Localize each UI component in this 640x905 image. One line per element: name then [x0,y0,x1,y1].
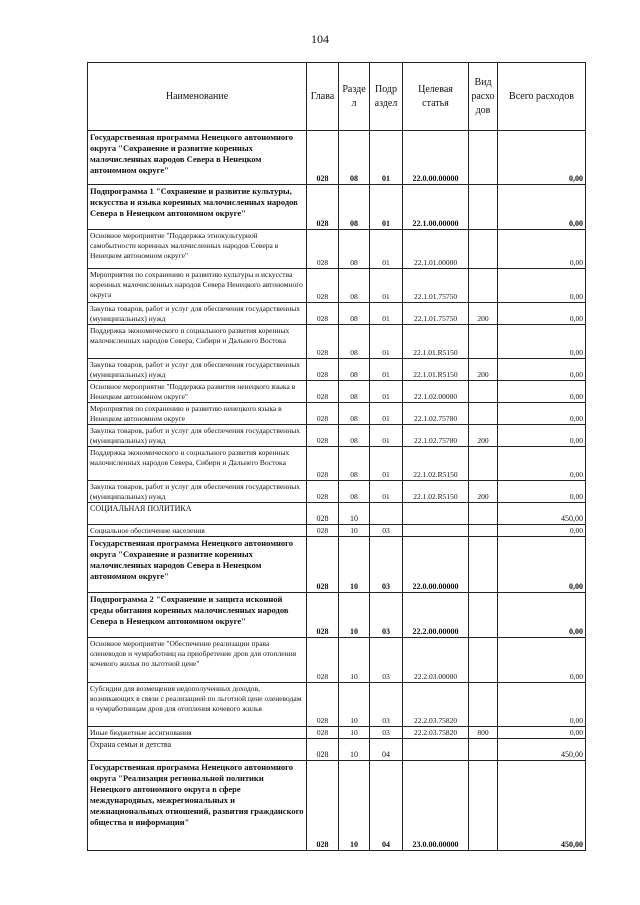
cell-target: 22.0.00.00000 [403,131,469,185]
cell-glava: 028 [307,381,339,403]
cell-vid [469,230,498,269]
cell-name: Подпрограмма 1 "Сохранение и развитие культуры, искусства и языка коренных малочисленных народов Севера в Ненецком автономном округе" [88,185,307,230]
cell-name: СОЦИАЛЬНАЯ ПОЛИТИКА [88,503,307,525]
cell-glava: 028 [307,537,339,593]
page-number: 104 [311,32,329,46]
cell-total: 0,00 [498,325,586,359]
cell-razdel: 08 [339,230,370,269]
cell-target: 22.1.02.00000 [403,381,469,403]
cell-podrazdel: 01 [370,481,403,503]
cell-target: 22.1.01.00000 [403,230,469,269]
cell-target: 22.2.03.75820 [403,727,469,739]
cell-podrazdel: 03 [370,525,403,537]
cell-podrazdel: 03 [370,537,403,593]
cell-podrazdel: 03 [370,638,403,683]
cell-vid: 200 [469,359,498,381]
cell-razdel: 10 [339,525,370,537]
cell-name: Подпрограмма 2 "Сохранение и защита исконной среды обитания коренных малочисленных народов Севера в Ненецком автономном округе" [88,593,307,638]
cell-target: 22.1.01.75750 [403,303,469,325]
table-row [88,761,586,851]
cell-podrazdel: 04 [370,761,403,851]
table-row [88,303,586,325]
cell-glava: 028 [307,739,339,761]
cell-podrazdel: 01 [370,303,403,325]
table-header-row [88,63,586,131]
cell-glava: 028 [307,425,339,447]
cell-podrazdel: 01 [370,325,403,359]
cell-vid [469,503,498,525]
cell-name: Мероприятия по сохранению и развитию культуры и искусства коренных малочисленных народов Севера Ненецкого автономного округа [88,269,307,303]
cell-vid [469,325,498,359]
cell-target: 22.1.01.R5150 [403,359,469,381]
cell-vid [469,593,498,638]
cell-razdel: 08 [339,269,370,303]
cell-vid [469,447,498,481]
cell-glava: 028 [307,447,339,481]
cell-razdel: 10 [339,593,370,638]
cell-vid [469,403,498,425]
cell-name: Социальное обеспечение населения [88,525,307,537]
cell-vid: 200 [469,303,498,325]
cell-razdel: 08 [339,447,370,481]
cell-glava: 028 [307,481,339,503]
cell-total: 0,00 [498,303,586,325]
table-row [88,525,586,537]
cell-name: Охрана семьи и детства [88,739,307,761]
cell-podrazdel: 01 [370,230,403,269]
cell-podrazdel: 03 [370,683,403,727]
cell-target: 22.2.03.00000 [403,638,469,683]
cell-total: 0,00 [498,359,586,381]
cell-target: 22.0.00.00000 [403,537,469,593]
cell-glava: 028 [307,131,339,185]
cell-total: 0,00 [498,593,586,638]
cell-podrazdel: 03 [370,727,403,739]
cell-vid [469,131,498,185]
cell-razdel: 08 [339,303,370,325]
cell-vid [469,739,498,761]
cell-glava: 028 [307,761,339,851]
table-row [88,638,586,683]
table-row [88,425,586,447]
table-row [88,381,586,403]
cell-glava: 028 [307,185,339,230]
cell-total: 0,00 [498,537,586,593]
cell-razdel: 10 [339,537,370,593]
cell-target: 22.1.01.R5150 [403,325,469,359]
cell-name: Субсидии для возмещения недополученных доходов, возникающих в связи с реализацией по льготной цене оленеводам и чумработницам дров для отопления кочевого жилья [88,683,307,727]
cell-podrazdel: 01 [370,131,403,185]
cell-name: Государственная программа Ненецкого автономного округа "Сохранение и развитие коренных малочисленных народов Севера в Ненецком автономном округе" [88,131,307,185]
cell-razdel: 10 [339,683,370,727]
header-target: Целевая статья [403,63,469,131]
cell-target: 22.2.00.00000 [403,593,469,638]
cell-vid [469,638,498,683]
cell-razdel: 08 [339,381,370,403]
cell-glava: 028 [307,727,339,739]
table-row [88,683,586,727]
cell-total: 0,00 [498,683,586,727]
cell-glava: 028 [307,325,339,359]
cell-name: Мероприятия по сохранению и развитию ненецкого языка в Ненецком автономном округе [88,403,307,425]
cell-vid: 800 [469,727,498,739]
cell-vid: 200 [469,481,498,503]
cell-name: Закупка товаров, работ и услуг для обеспечения государственных (муниципальных) нужд [88,425,307,447]
cell-name: Закупка товаров, работ и услуг для обеспечения государственных (муниципальных) нужд [88,481,307,503]
header-name: Наименование [88,63,307,131]
cell-total: 0,00 [498,638,586,683]
cell-name: Поддержка экономического и социального развития коренных малочисленных народов Севера, Сибири и Дальнего Востока [88,325,307,359]
cell-name: Основное мероприятие "Обеспечение реализации права оленеводов и чумработниц на приобретение дров для отопления кочевого жилья по льготной цене" [88,638,307,683]
cell-razdel: 08 [339,359,370,381]
cell-vid: 200 [469,425,498,447]
table-row [88,593,586,638]
cell-name: Закупка товаров, работ и услуг для обеспечения государственных (муниципальных) нужд [88,359,307,381]
cell-target [403,739,469,761]
cell-target [403,503,469,525]
cell-vid [469,381,498,403]
cell-total: 450,00 [498,503,586,525]
cell-glava: 028 [307,638,339,683]
cell-total: 0,00 [498,230,586,269]
cell-glava: 028 [307,525,339,537]
cell-target: 22.1.02.R5150 [403,481,469,503]
cell-razdel: 10 [339,638,370,683]
cell-podrazdel [370,503,403,525]
cell-podrazdel: 01 [370,185,403,230]
cell-total: 0,00 [498,481,586,503]
cell-podrazdel: 01 [370,447,403,481]
cell-glava: 028 [307,403,339,425]
header-podrazdel: Подр аздел [370,63,403,131]
table-row [88,185,586,230]
cell-glava: 028 [307,503,339,525]
table-row [88,269,586,303]
cell-name: Закупка товаров, работ и услуг для обеспечения государственных (муниципальных) нужд [88,303,307,325]
cell-razdel: 10 [339,739,370,761]
cell-vid [469,537,498,593]
header-razdel: Разде л [339,63,370,131]
cell-glava: 028 [307,359,339,381]
table-row [88,131,586,185]
header-vid: Вид расхо дов [469,63,498,131]
cell-vid [469,269,498,303]
cell-target [403,525,469,537]
cell-vid [469,761,498,851]
cell-glava: 028 [307,303,339,325]
cell-podrazdel: 01 [370,359,403,381]
cell-glava: 028 [307,683,339,727]
cell-razdel: 08 [339,403,370,425]
cell-podrazdel: 01 [370,403,403,425]
table-row [88,537,586,593]
cell-vid [469,525,498,537]
cell-vid [469,185,498,230]
cell-podrazdel: 04 [370,739,403,761]
cell-vid [469,683,498,727]
cell-razdel: 08 [339,325,370,359]
cell-razdel: 08 [339,131,370,185]
cell-glava: 028 [307,269,339,303]
cell-name: Основное мероприятие "Поддержка этнокультурной самобытности коренных малочисленных народов Севера в Ненецком автономном округе" [88,230,307,269]
cell-total: 0,00 [498,403,586,425]
cell-name: Основное мероприятие "Поддержка развития ненецкого языка в Ненецком автономном округе" [88,381,307,403]
cell-glava: 028 [307,593,339,638]
cell-total: 0,00 [498,269,586,303]
budget-table [87,62,586,851]
table-body [88,131,586,851]
header-total: Всего расходов [498,63,586,131]
cell-name: Поддержка экономического и социального развития коренных малочисленных народов Севера, Сибири и Дальнего Востока [88,447,307,481]
header-glava: Глава [307,63,339,131]
cell-razdel: 10 [339,761,370,851]
cell-podrazdel: 01 [370,425,403,447]
cell-target: 22.1.01.75750 [403,269,469,303]
cell-razdel: 08 [339,481,370,503]
cell-name: Государственная программа Ненецкого автономного округа "Сохранение и развитие коренных малочисленных народов Севера в Ненецком автономном округе" [88,537,307,593]
cell-razdel: 08 [339,185,370,230]
cell-target: 22.1.02.75780 [403,403,469,425]
cell-name: Государственная программа Ненецкого автономного округа "Реализация региональной политики Ненецкого автономного округа в сфере международных, межрегиональных и межнациональных отношений, развития гражданского общества и информации" [88,761,307,851]
cell-total: 0,00 [498,185,586,230]
cell-target: 22.2.03.75820 [403,683,469,727]
table-row [88,403,586,425]
cell-total: 0,00 [498,727,586,739]
table-row [88,481,586,503]
table-row [88,739,586,761]
table-row [88,230,586,269]
cell-target: 22.1.02.R5150 [403,447,469,481]
cell-glava: 028 [307,230,339,269]
cell-razdel: 08 [339,425,370,447]
cell-podrazdel: 03 [370,593,403,638]
cell-target: 22.1.00.00000 [403,185,469,230]
cell-total: 0,00 [498,131,586,185]
table-row [88,727,586,739]
cell-target: 23.0.00.00000 [403,761,469,851]
cell-total: 0,00 [498,447,586,481]
cell-total: 450,00 [498,739,586,761]
cell-podrazdel: 01 [370,269,403,303]
cell-total: 0,00 [498,381,586,403]
cell-podrazdel: 01 [370,381,403,403]
cell-total: 0,00 [498,525,586,537]
cell-razdel: 10 [339,503,370,525]
cell-total: 0,00 [498,425,586,447]
table-row [88,447,586,481]
cell-target: 22.1.02.75780 [403,425,469,447]
cell-total: 450,00 [498,761,586,851]
cell-name: Иные бюджетные ассигнования [88,727,307,739]
table-row [88,325,586,359]
cell-razdel: 10 [339,727,370,739]
table-row [88,359,586,381]
table-row [88,503,586,525]
